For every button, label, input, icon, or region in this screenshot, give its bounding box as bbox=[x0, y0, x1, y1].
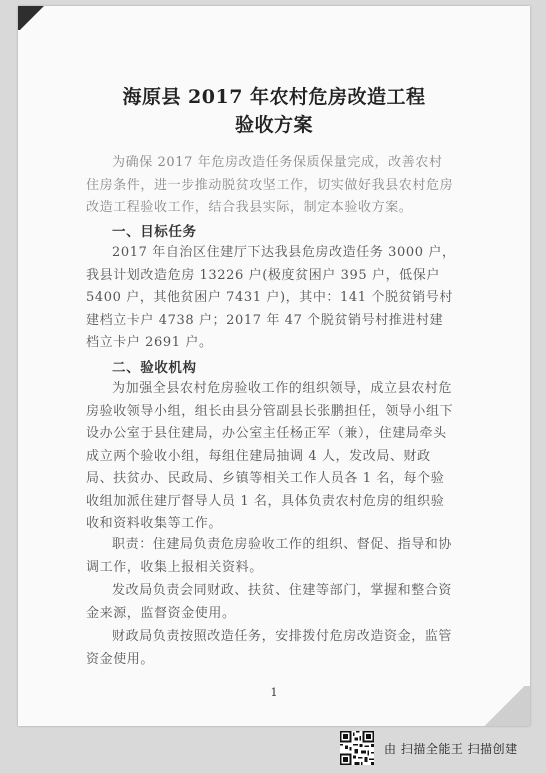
intro-paragraph: 为确保 2017 年危房改造任务保质保量完成，改善农村住房条件，进一步推动脱贫攻坚工作，切实做好我县农村危房改造工程验收工作，结合我县实际，制定本验收方案。 bbox=[86, 155, 454, 215]
duty-development-bureau: 发改局负责会同财政、扶贫、住建等部门，掌握和整合资金来源，监督资金使用。 bbox=[86, 583, 453, 621]
document-subtitle: 验收方案 bbox=[234, 114, 313, 136]
page-number: 1 bbox=[270, 686, 278, 699]
goals-paragraph: 2017 年自治区住建厅下达我县危房改造任务 3000 户，我县计划改造危房 13226 户(极度贫困户 395 户，低保户 5400 户，其他贫困户 7431 户)，其中：141 个脱贫销号村建档立卡户 4738 户；2017 年 47 个脱贫销号村推进村建档立卡户 2691 户。 bbox=[86, 245, 456, 350]
qr-code-icon bbox=[340, 731, 374, 765]
document-title: 海原县 2017 年农村危房改造工程 bbox=[122, 86, 426, 108]
scan-shadow-corner bbox=[18, 6, 58, 30]
duty-housing-bureau: 职责：住建局负责危房验收工作的组织、督促、指导和协调工作，收集上报相关资料。 bbox=[86, 537, 453, 575]
document-page bbox=[18, 6, 530, 726]
scanner-watermark bbox=[340, 728, 540, 768]
section-heading-goals: 一、目标任务 bbox=[112, 224, 197, 240]
organization-paragraph: 为加强全县农村危房验收工作的组织领导，成立县农村危房验收领导小组，组长由县分管副县长张鹏担任，领导小组下设办公室于县住建局，办公室主任杨正军（兼），住建局牵头成立两个验收小组，每组住建局抽调 4 人，发改局、财政局、扶贫办、民政局、乡镇等相关工作人员各 1 名，每个验收组加派住建厅督导人员 1 名，具体负责农村危房的组织验收和资料收集等工作。 bbox=[86, 381, 454, 531]
duty-finance-bureau: 财政局负责按照改造任务，安排拨付危房改造资金，监管资金使用。 bbox=[86, 629, 453, 667]
watermark-text: 由 扫描全能王 扫描创建 bbox=[384, 741, 518, 756]
section-heading-organization: 二、验收机构 bbox=[112, 360, 197, 376]
